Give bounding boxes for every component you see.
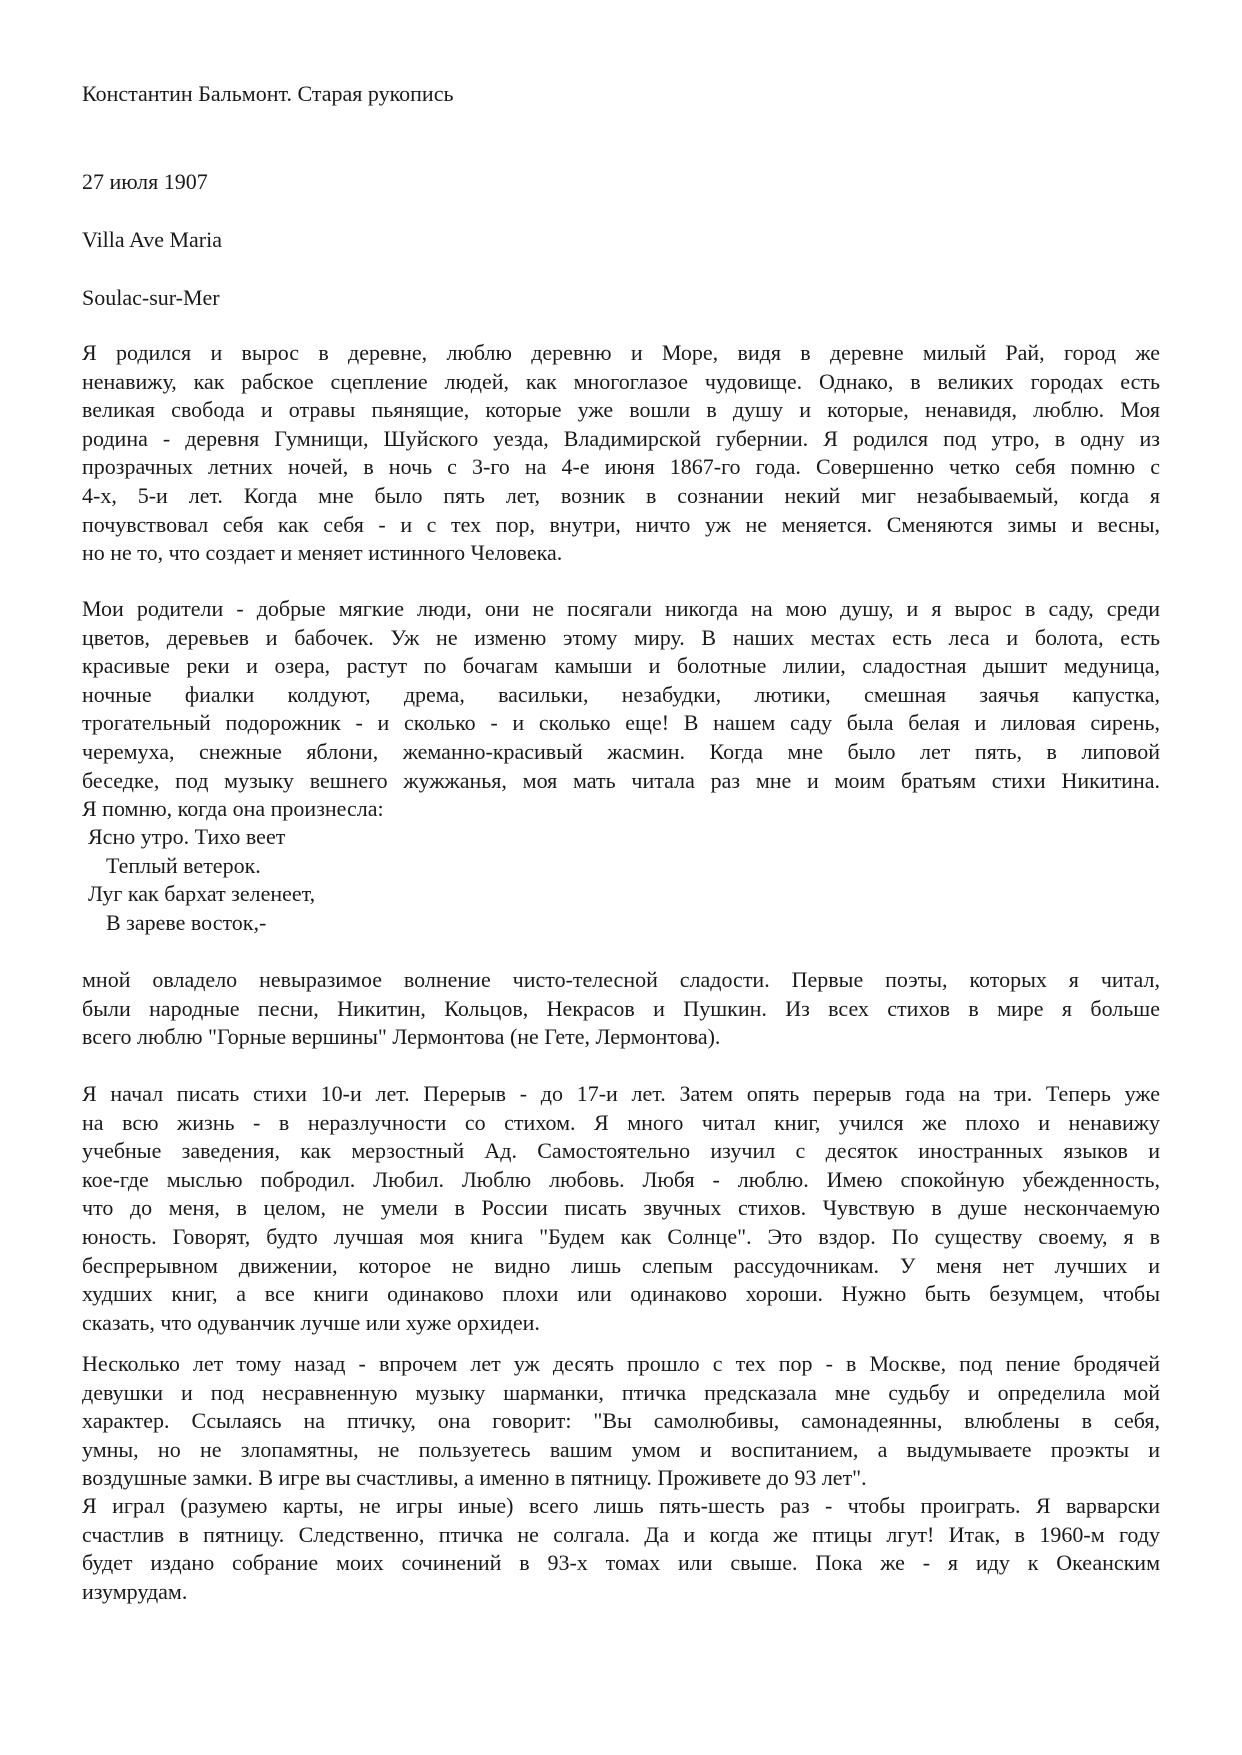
text-line: мной овладело невыразимое волнение чисто-телесной сладости. Первые поэты, которых я читал, <box>82 967 1160 992</box>
poem-line: Ясно утро. Тихо веет <box>88 824 286 849</box>
text-line: беседке, под музыку вешнего жужжанья, моя мать читала раз мне и моим братьям стихи Никитина. <box>82 767 1160 793</box>
text-line: черемуха, снежные яблони, жеманно-красивый жасмин. Когда мне было лет пять, в липовой <box>82 738 1160 764</box>
document-place-town: Soulac-sur-Mer <box>82 285 220 310</box>
text-line: характер. Ссылаясь на птичку, она говорит: "Вы самолюбивы, самонадеянны, влюблены в себя, <box>82 1408 1160 1434</box>
text-line: всего люблю "Горные вершины" Лермонтова (не Гете, Лермонтова). <box>82 1024 721 1050</box>
paragraph-3 <box>82 966 1160 1052</box>
text-line: беспрерывном движении, которое не видно лишь слепым рассудочникам. У меня нет лучших и <box>82 1252 1160 1278</box>
text-line: но не то, что создает и меняет истинного Человека. <box>82 540 563 566</box>
text-line: Я начал писать стихи 10-и лет. Перерыв - до 17-и лет. Затем опять перерыв года на три. Теперь уже <box>82 1081 1160 1106</box>
poem-line: В зареве восток,- <box>106 909 267 935</box>
poem-line: Теплый ветерок. <box>106 852 261 878</box>
text-line: девушки и под несравненную музыку шарманки, птичка предсказала мне судьбу и определила мой <box>82 1379 1160 1405</box>
text-line: были народные песни, Никитин, Кольцов, Некрасов и Пушкин. Из всех стихов в мире я больше <box>82 995 1160 1021</box>
text-line: Несколько лет тому назад - впрочем лет уж десять прошло с тех пор - в Москве, под пение бродячей <box>82 1351 1160 1376</box>
text-line: сказать, что одуванчик лучше или хуже орхидеи. <box>82 1309 540 1335</box>
text-line: что до меня, в целом, не умели в России писать звучных стихов. Чувствую в душе нескончаемую <box>82 1195 1160 1221</box>
text-line: ненавижу, как рабское сцепление людей, как многоглазое чудовище. Однако, в великих городах есть <box>82 368 1160 394</box>
text-line: юность. Говорят, будто лучшая моя книга "Будем как Солнце". Это вздор. По существу своему, я в <box>82 1223 1160 1249</box>
text-line: красивые реки и озера, растут по бочагам камыши и болотные лилии, сладостная дышит медуница, <box>82 653 1160 679</box>
paragraph-5 <box>82 1350 1160 1493</box>
text-line: Я помню, когда она произнесла: <box>82 796 384 822</box>
text-line: Я родился и вырос в деревне, люблю деревню и Море, видя в деревне милый Рай, город же <box>82 340 1160 365</box>
paragraph-1 <box>82 339 1160 568</box>
poem-quote <box>82 823 315 937</box>
paragraph-6 <box>82 1492 1160 1606</box>
text-line: 4-х, 5-и лет. Когда мне было пять лет, возник в сознании некий миг незабываемый, когда я <box>82 482 1160 508</box>
paragraph-4 <box>82 1080 1160 1337</box>
text-line: трогательный подорожник - и сколько - и сколько еще! В нашем саду была белая и лиловая сирень, <box>82 710 1160 736</box>
document-date: 27 июля 1907 <box>82 169 208 194</box>
text-line: умны, но не злопамятны, не пользуетесь вашим умом и воспитанием, а выдумываете проэкты и <box>82 1436 1160 1462</box>
text-line: родина - деревня Гумнищи, Шуйского уезда, Владимирской губернии. Я родился под утро, в одну из <box>82 425 1160 451</box>
text-line: великая свобода и отравы пьянящие, которые уже вошли в душу и которые, ненавидя, люблю. Моя <box>82 397 1160 423</box>
text-line: учебные заведения, как мерзостный Ад. Самостоятельно изучил с десяток иностранных языков и <box>82 1138 1160 1164</box>
text-line: изумрудам. <box>82 1578 188 1604</box>
text-line: счастлив в пятницу. Следственно, птичка не солгала. Да и когда же птицы лгут! Итак, в 1960-м году <box>82 1521 1160 1547</box>
document-place-villa: Villa Ave Maria <box>82 227 223 252</box>
text-line: Я играл (разумею карты, не игры иные) всего лишь пять-шесть раз - чтобы проиграть. Я варварски <box>82 1493 1160 1518</box>
text-line: ночные фиалки колдуют, дрема, васильки, незабудки, лютики, смешная заячья капустка, <box>82 681 1160 707</box>
text-line: будет издано собрание моих сочинений в 93-х томах или свыше. Пока же - я иду к Океанским <box>82 1550 1160 1576</box>
text-line: цветов, деревьев и бабочек. Уж не изменю этому миру. В наших местах есть леса и болота, есть <box>82 624 1160 650</box>
poem-line: Луг как бархат зеленеет, <box>88 881 316 907</box>
paragraph-2 <box>82 595 1160 824</box>
text-line: кое-где мыслью побродил. Любил. Люблю любовь. Любя - люблю. Имею спокойную убежденность, <box>82 1166 1160 1192</box>
text-line: воздушные замки. В игре вы счастливы, а именно в пятницу. Проживете до 93 лет". <box>82 1465 867 1491</box>
text-line: на всю жизнь - в неразлучности со стихом. Я много читал книг, учился же плохо и ненавижу <box>82 1109 1160 1135</box>
text-line: худших книг, а все книги одинаково плохи или одинаково хороши. Нужно быть безумцем, чтобы <box>82 1281 1160 1307</box>
text-line: почувствовал себя как себя - и с тех пор, внутри, ничто уж не меняется. Сменяются зимы и весны, <box>82 511 1160 537</box>
text-line: Мои родители - добрые мягкие люди, они не посягали никогда на мою душу, и я вырос в саду, среди <box>82 596 1160 621</box>
text-line: прозрачных летних ночей, в ночь с 3-го на 4-е июня 1867-го года. Совершенно четко себя помню с <box>82 454 1160 480</box>
document-title: Константин Бальмонт. Старая рукопись <box>82 81 454 106</box>
